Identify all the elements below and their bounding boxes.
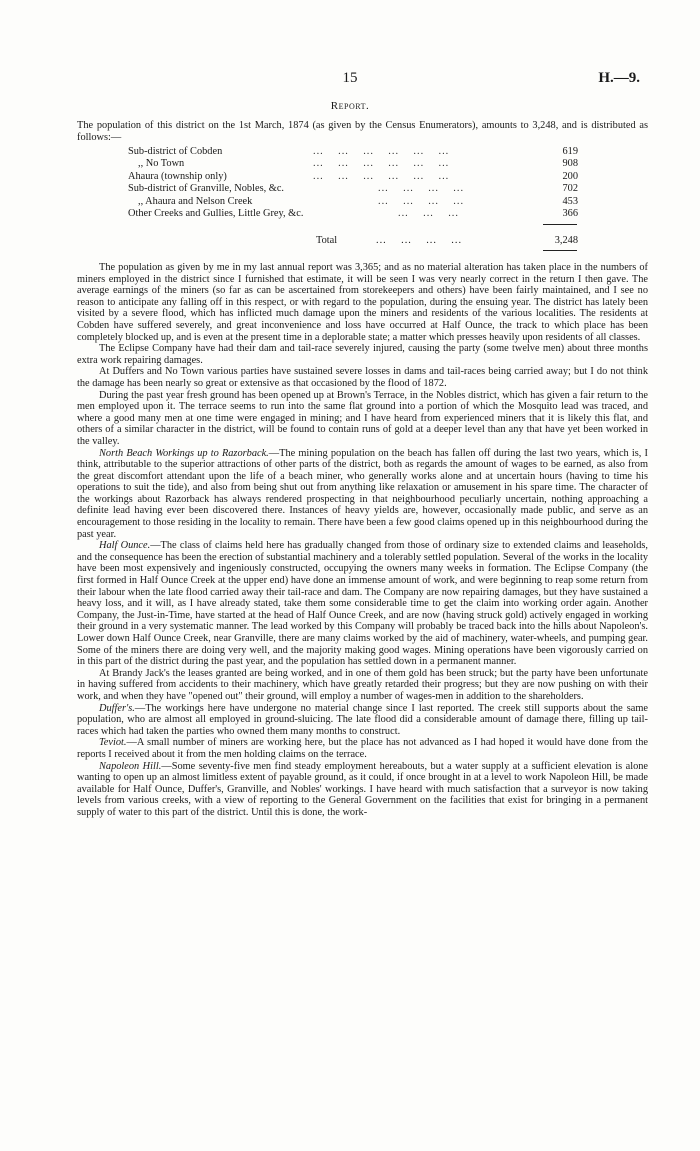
- paragraph: Half Ounce.—The class of claims held here has gradually changed from those of ordinary size to extended claims and leaseholds, and the consequence has been the erection of substantial machinery and a tolerably settled population. Several of the works in the locality have been most expensively and ingeniously constructed, occupying the owners many weeks in formation. The Eclipse Company (the first formed in Half Ounce Creek at the upper end) have done an immense amount of work, and were beginning to reap some return from their labour when the late flood carried away their tail-race and dam. The Company are now repairing damages, but they have sustained a heavy loss, and it will, as I have already stated, take them some considerable time to get the claim into working order again. Another Company, the Just-in-Time, have started at the head of Half Ounce Creek, and are now (having struck gold) actively engaged in working their ground in a very systematic manner. The lead worked by this Company will probably be traced back into the hills about Napoleon's. Lower down Half Ounce Creek, near Granville, there are many claims worked by the aid of machinery, water-wheels, and pumping gear. Some of the miners there are doing very well, and the majority making good wages. Mining operations have been vigorously carried on in this part of the district during the past year, and the population has settled down in a permanent manner.: [77, 540, 648, 668]
- section-title: Duffer's.: [99, 702, 135, 714]
- population-table: [128, 146, 578, 220]
- total-underline: [543, 250, 577, 251]
- paragraph: At Duffers and No Town various parties have sustained severe losses in dams and tail-races being carried away; but I do not think the damage has been nearly so great or extensive as that occasioned by the flood of 1872.: [77, 366, 648, 389]
- report-body: [77, 262, 648, 819]
- row-label: Other Creeks and Gullies, Little Grey, &c.: [128, 207, 304, 219]
- document-reference: H.—9.: [598, 70, 640, 86]
- table-row: ,, No Town ... ... ... ... ... ... 908: [138, 158, 578, 170]
- row-label: ,, Ahaura and Nelson Creek: [138, 195, 253, 207]
- row-value: 200: [562, 170, 578, 182]
- row-label: Ahaura (township only): [128, 170, 227, 182]
- total-row: Total ... ... ... ... 3,248: [316, 235, 578, 246]
- table-row: ,, Ahaura and Nelson Creek ... ... ... ... 453: [138, 195, 578, 207]
- row-value: 619: [562, 146, 578, 157]
- paragraph: Teviot.—A small number of miners are working here, but the place has not advanced as I had hoped it would have done from the reports I received about it from the men holding claims on the terrace.: [77, 737, 648, 760]
- row-label: Sub-district of Cobden: [128, 146, 223, 157]
- table-row: Ahaura (township only) ... ... ... ... ... ... 200: [128, 170, 578, 182]
- table-row: Sub-district of Granville, Nobles, &c. ... ... ... ... 702: [128, 183, 578, 195]
- paragraph: At Brandy Jack's the leases granted are being worked, and in one of them gold has been struck; but the party have been unfortunate in having suffered from accidents to their machinery, which have greatly retarded their progress; but they are now pushing on with their work, and when they have "opened out" their ground, will employ a number of wages-men in addition to the shareholders.: [77, 667, 648, 702]
- paragraph: North Beach Workings up to Razorback.—The mining population on the beach has fallen off during the last two years, which is, I think, attributable to the superior attractions of other parts of the district, both as regards the amount of wages to be earned, as also from the great discomfort attendant upon the life of a beach miner, who generally works alone and at uncertain hours (having to time his operations to suit the tide), and also from being shut out from anything like relaxation or amusement in his spare time. The character of the workings about Razorback has always rendered prospecting in that neighbourhood peculiarly uncertain, nothing approaching a definite lead having ever been discovered there. Instances of heavy yields are, however, occasionally made public, and serve as an encouragement to those residing in the locality to remain. There have been a few good claims opened up in this neighbourhood during the past year.: [77, 447, 648, 540]
- row-value: 908: [562, 158, 578, 170]
- row-value: 366: [562, 207, 578, 219]
- page-number: 15: [342, 70, 358, 86]
- total-value: 3,248: [554, 235, 578, 246]
- row-label: ,, No Town: [138, 158, 185, 170]
- paragraph: The Eclipse Company have had their dam and tail-race severely injured, causing the party (some twelve men) about three months extra work repairing damages.: [77, 343, 648, 366]
- row-value: 702: [562, 183, 578, 195]
- total-label: Total: [316, 235, 338, 246]
- section-title: Teviot.: [99, 737, 127, 749]
- table-row: Other Creeks and Gullies, Little Grey, &c. ... ... ... 366: [128, 207, 578, 219]
- section-title: Napoleon Hill.: [99, 760, 162, 772]
- section-heading: Report.: [330, 100, 370, 112]
- table-row: Sub-district of Cobden ... ... ... ... ... ... 619: [128, 146, 578, 157]
- paragraph: Napoleon Hill.—Some seventy-five men find steady employment hereabouts, but a water supply at a sufficient elevation is alone wanting to open up an almost limitless extent of payable ground, as it could, if once brought in at a level to work Napoleon Hill, be made available for Half Ounce, Duffer's, Granville, and Nobles' workings. I have heard with much satisfaction that a surveyor is now taking levels from various creeks, with a view of reporting to the General Government on the facilities that exist for bringing in a permanent supply of water to this part of the district. Until this is done, the work-: [77, 760, 648, 818]
- intro-paragraph: The population of this district on the 1st March, 1874 (as given by the Census Enumerators), amounts to 3,248, and is distributed as follows:—: [77, 120, 648, 143]
- paragraph: During the past year fresh ground has been opened up at Brown's Terrace, in the Nobles district, which has given a fair return to the men employed upon it. The terrace seems to run into the same flat ground into a portion of which the Mosquito lead was traced, and where a good many men at one time were engaged in mining; and I have heard from experienced miners that it is likely this flat, and others of a similar character in the district, will be found to contain runs of gold at a deeper level than any that have yet been worked in the valley.: [77, 389, 648, 447]
- row-value: 453: [562, 195, 578, 207]
- paragraph: Duffer's.—The workings here have undergone no material change since I last reported. The creek still supports about the same population, who are almost all employed in ground-sluicing. The late flood did a considerable amount of damage there, filling up tail-races which had taken the parties who owned them many months to construct.: [77, 702, 648, 737]
- section-title: North Beach Workings up to Razorback.: [99, 447, 269, 459]
- total-rule: [543, 224, 577, 225]
- paragraph: The population as given by me in my last annual report was 3,365; and as no material alteration has taken place in the numbers of miners employed in the district since I furnished that estimate, it will be seen I was very nearly correct in the return I then gave. The average earnings of the miners (so far as can be ascertained from storekeepers and others) have been fairly maintained, and I see no reason to anticipate any falling off in this respect, or with regard to the population, during the ensuing year. The district has lately been visited by a severe flood, which has inflicted much damage upon the miners and residents of the various localities. The residents at Cobden have suffered severely, and great inconvenience and loss have occurred at Half Ounce, the track to which place has been completely blocked up, and is even at the present time in a deplorable state; a matter which presses heavily upon residents of all classes.: [77, 262, 648, 343]
- section-title: Half Ounce.: [99, 540, 151, 552]
- row-label: Sub-district of Granville, Nobles, &c.: [128, 183, 284, 195]
